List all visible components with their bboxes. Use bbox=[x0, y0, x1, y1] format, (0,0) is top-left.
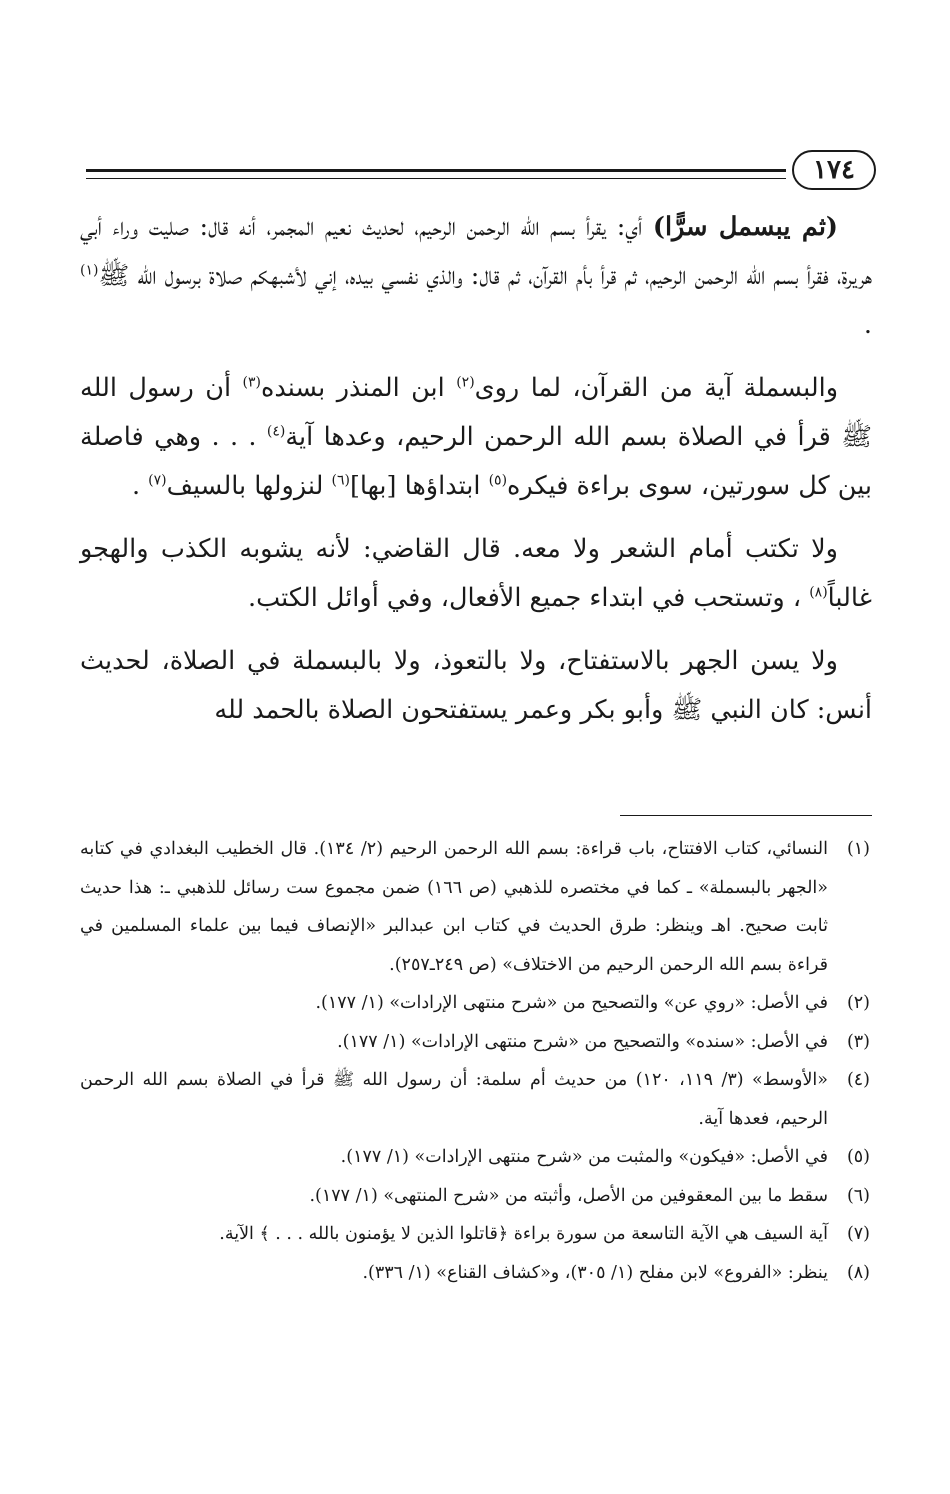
paragraph-text: والبسملة آية من القرآن، لما روى bbox=[474, 373, 839, 403]
footnote-ref: (١) bbox=[80, 262, 99, 279]
footnote-number: (٨) bbox=[846, 1262, 870, 1283]
header-rule bbox=[86, 169, 786, 179]
footnote-text: ينظر: «الفروع» لابن مفلح (١/ ٣٠٥)، و«كشاف القناع» (١/ ٣٣٦). bbox=[362, 1262, 828, 1283]
footnote-item bbox=[80, 1177, 870, 1216]
paragraph-text: لنزولها بالسيف bbox=[166, 471, 332, 501]
matn-lead: (ثم يبسمل سرًّا) bbox=[652, 212, 838, 242]
footnote-item bbox=[80, 1215, 870, 1254]
footnote-text: سقط ما بين المعقوفين من الأصل، وأثبته من «شرح المنتهى» (١/ ١٧٧). bbox=[309, 1185, 828, 1206]
footnote-text: آية السيف هي الآية التاسعة من سورة براءة ﴿قاتلوا الذين لا يؤمنون بالله . . . ﴾ الآية. bbox=[219, 1224, 828, 1244]
footnote-number: (١) bbox=[846, 839, 870, 859]
paragraph-text: ولا يسن الجهر بالاستفتاح، ولا بالتعوذ، ولا بالبسملة في الصلاة، لحديث أنس: كان النبي ﷺ وأبو بكر وعمر يستفتحون الصلاة بالحمد لله bbox=[80, 646, 872, 725]
footnote-ref: (٤) bbox=[266, 423, 286, 440]
paragraph-text: . . . وهي فاصلة بين كل سورتين، سوى براءة فيكره bbox=[80, 422, 872, 501]
footnote-text: في الأصل: «روي عن» والتصحيح من «شرح منتهى الإرادات» (١/ ١٧٧). bbox=[315, 993, 828, 1013]
footnote-item bbox=[80, 984, 870, 1023]
footnote-ref: (٨) bbox=[809, 584, 828, 601]
page-header bbox=[86, 150, 876, 194]
paragraph-1 bbox=[80, 203, 872, 350]
footnote-number: (٦) bbox=[846, 1185, 870, 1206]
footnote-number: (٤) bbox=[846, 1070, 870, 1090]
footnote-number: (٥) bbox=[846, 1147, 870, 1167]
paragraph-text: ابن المنذر بسنده bbox=[260, 373, 457, 403]
footnote-number: (٣) bbox=[846, 1031, 870, 1052]
paragraph-text: أن رسول الله ﷺ قرأ في الصلاة بسم الله الرحمن الرحيم، وعدها آية bbox=[80, 373, 873, 452]
footnote-ref: (٥) bbox=[488, 472, 508, 489]
footnote-item bbox=[80, 1254, 870, 1293]
page-number: ١٧٤ bbox=[792, 150, 876, 190]
footnote-text: في الأصل: «فيكون» والمثبت من «شرح منتهى الإرادات» (١/ ١٧٧). bbox=[340, 1147, 828, 1167]
paragraph-4 bbox=[80, 637, 872, 735]
footnotes bbox=[80, 830, 870, 1292]
paragraph-text: . bbox=[131, 471, 149, 501]
paragraph-text: ، وتستحب في ابتداء جميع الأفعال، وفي أوائل الكتب. bbox=[248, 583, 810, 613]
footnote-item bbox=[80, 1023, 870, 1062]
footnote-text: النسائي، كتاب الافتتاح، باب قراءة: بسم الله الرحمن الرحيم (٢/ ١٣٤). قال الخطيب البغدادي في كتابه «الجهر بالبسملة» ـ كما في مختصره للذهبي (ص ١٦٦) ضمن مجموع ست رسائل للذهبي ـ: هذا حديث ثابت صحيح. اهـ وينظر: طرق الحديث في كتاب ابن عبدالبر «الإنصاف فيما بين علماء المسلمين في قراءة بسم الله الرحمن الرحيم من الاختلاف» (ص ٢٤٩ـ٢٥٧). bbox=[80, 839, 828, 975]
footnote-text: في الأصل: «سنده» والتصحيح من «شرح منتهى الإرادات» (١/ ١٧٧). bbox=[337, 1031, 828, 1052]
footnote-ref: (٧) bbox=[148, 472, 167, 489]
main-text bbox=[80, 203, 872, 749]
footnote-ref: (٦) bbox=[331, 472, 350, 489]
footnote-ref: (٣) bbox=[242, 374, 261, 391]
paragraph-text: أي: يقرأ بسم الله الرحمن الرحيم، لحديث نعيم المجمر، أنه قال: صليت وراء أبي هريرة، فقرأ بسم الله الرحمن الرحيم، ثم قرأ بأم القرآن، ثم قال: والذي نفسي بيده، إني لأشبهكم صلاة برسول الله ﷺ bbox=[80, 212, 872, 291]
footnote-number: (٢) bbox=[846, 993, 870, 1013]
footnote-ref: (٢) bbox=[456, 374, 475, 391]
paragraph-3 bbox=[80, 525, 872, 623]
paragraph-text: ولا تكتب أمام الشعر ولا معه. قال القاضي: لأنه يشوبه الكذب والهجو غالباً bbox=[80, 534, 872, 613]
footnote-item bbox=[80, 1138, 870, 1177]
footnote-text: «الأوسط» (٣/ ١١٩، ١٢٠) من حديث أم سلمة: أن رسول الله ﷺ قرأ في الصلاة بسم الله الرحمن الرحيم، فعدها آية. bbox=[80, 1070, 828, 1129]
paragraph-2 bbox=[80, 364, 872, 511]
footnote-divider bbox=[620, 815, 872, 816]
footnote-number: (٧) bbox=[846, 1224, 870, 1244]
paragraph-text: ابتداؤها [بها] bbox=[349, 471, 489, 501]
footnote-item bbox=[80, 1061, 870, 1138]
footnote-item bbox=[80, 830, 870, 984]
paragraph-text: . bbox=[863, 310, 872, 340]
